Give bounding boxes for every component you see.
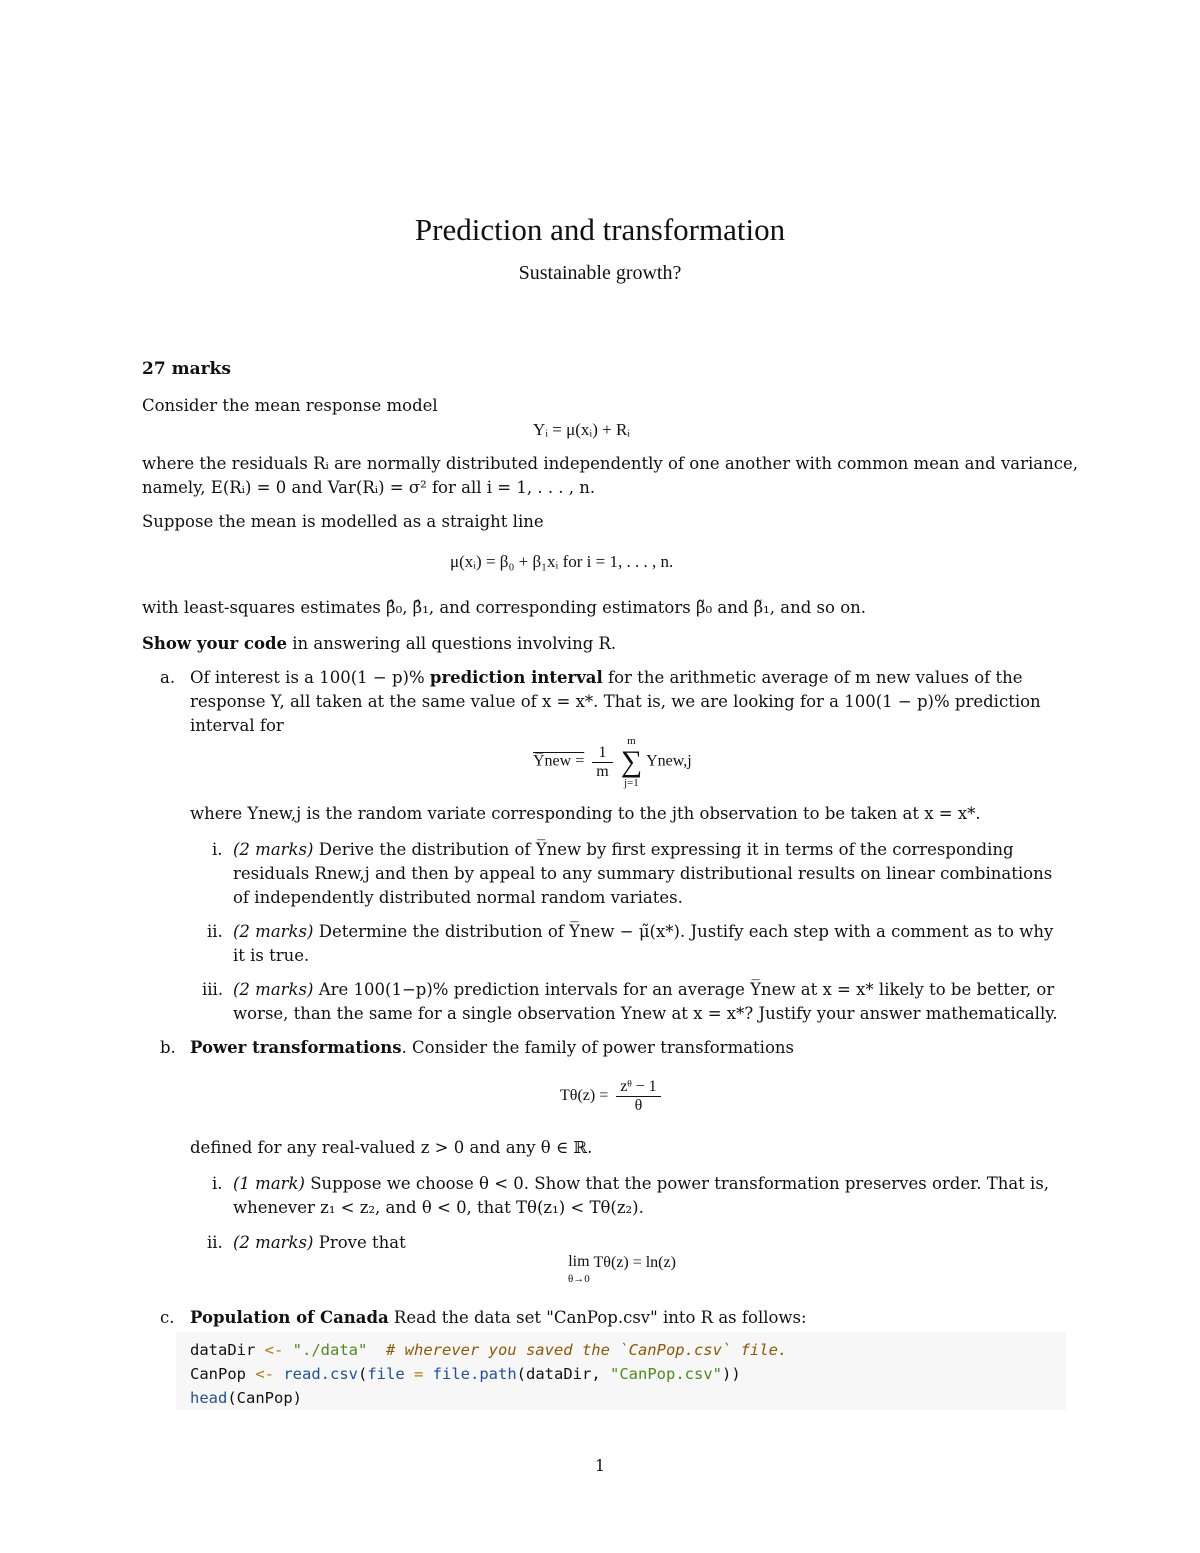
part-a-i-text <box>233 838 1063 910</box>
residuals-line-1: where the residuals Rᵢ are normally distributed independently of one another with common mean and variance, <box>142 454 1078 473</box>
code-line-3 <box>190 1386 302 1410</box>
code-l3-fn: head <box>190 1389 228 1407</box>
part-b-ii-marks: (2 marks) <box>233 1233 314 1252</box>
code-l1-op: <- <box>264 1341 284 1359</box>
part-a-iii-label: iii. <box>202 980 224 999</box>
part-a-ii-text <box>233 920 1063 968</box>
part-c-heading <box>190 1306 807 1330</box>
sum-symbol <box>621 734 642 790</box>
ybar-rhs: Ynew,j <box>646 752 692 770</box>
code-l1-comment: # wherever you saved the `CanPop.csv` file. <box>367 1341 788 1359</box>
power-fraction <box>616 1078 660 1115</box>
show-code-bold: Show your code <box>142 634 287 653</box>
limit-op: lim <box>568 1253 590 1270</box>
code-l2-op: <- <box>255 1365 274 1383</box>
limit-sub: θ→0 <box>568 1273 590 1285</box>
part-a-iii-marks: (2 marks) <box>233 980 314 999</box>
part-b-heading-bold: Power transformations <box>190 1038 402 1057</box>
part-a-line-1-pre: Of interest is a 100(1 − p)% <box>190 668 430 687</box>
ybar-equation <box>533 734 692 790</box>
code-l2-fn: read.csv <box>274 1365 358 1383</box>
code-l2-close: )) <box>721 1365 741 1383</box>
part-b-i-body: Suppose we choose θ < 0. Show that the power transformation preserves order. That is, whenever z₁ < z₂, and θ < 0, that Tθ(z₁) < Tθ(z₂). <box>233 1174 1050 1217</box>
part-a-ii-label: ii. <box>207 922 223 941</box>
limit-rhs: Tθ(z) = ln(z) <box>593 1254 676 1271</box>
part-a-iii-body: Are 100(1−p)% prediction intervals for an average Y̅new at x = x* likely to be better, or worse, than the same for a single observation Ynew at x = x*? Justify your answer mathematically. <box>233 980 1058 1023</box>
power-equation <box>560 1078 665 1115</box>
part-b-ii-text <box>233 1231 633 1255</box>
part-a-iii-text <box>233 978 1063 1026</box>
limit-equation <box>568 1254 676 1287</box>
part-a-ii-body: Determine the distribution of Y̅new − μ̃(x*). Justify each step with a comment as to why it is true. <box>233 922 1054 965</box>
code-line-1 <box>190 1338 787 1362</box>
part-a-where: where Ynew,j is the random variate corresponding to the jth observation to be taken at x = x*. <box>190 804 981 823</box>
power-lhs: Tθ(z) = <box>560 1087 609 1105</box>
part-b-ii-label: ii. <box>207 1233 223 1252</box>
code-l2-paren: ( <box>358 1365 368 1383</box>
straight-line-equation: μ(xᵢ) = β₀ + β₁xᵢ for i = 1, . . . , n. <box>450 552 674 571</box>
code-l2-eq: = <box>404 1365 433 1383</box>
part-b-i-marks: (1 mark) <box>233 1174 305 1193</box>
part-c-heading-bold: Population of Canada <box>190 1308 389 1327</box>
part-c-heading-rest: Read the data set "CanPop.csv" into R as follows: <box>388 1308 807 1327</box>
limit-operator <box>568 1254 590 1287</box>
part-b-defined: defined for any real-valued z > 0 and any θ ∈ ℝ. <box>190 1138 593 1157</box>
power-den: θ <box>634 1097 643 1114</box>
page-subtitle: Sustainable growth? <box>518 262 682 284</box>
part-c-label: c. <box>160 1308 175 1327</box>
show-code-line <box>142 632 616 656</box>
sum-top: m <box>627 735 636 747</box>
code-l2-arg: file <box>367 1365 405 1383</box>
sigma-icon: ∑ <box>620 745 643 778</box>
estimates-line: with least-squares estimates β̂₀, β̂₁, and corresponding estimators β̃₀ and β̃₁, and so on. <box>142 598 867 617</box>
code-l2-fn2: file.path <box>432 1365 517 1383</box>
part-a-ii-marks: (2 marks) <box>233 922 314 941</box>
part-b-i-label: i. <box>212 1174 223 1193</box>
part-a-i-body: Derive the distribution of Y̅new by first expressing it in terms of the corresponding residuals Rnew,j and then by appeal to any summary distributional results on linear combinations of independently distributed normal random variates. <box>233 840 1053 907</box>
part-a-i-marks: (2 marks) <box>233 840 314 859</box>
code-l2-args: (dataDir, <box>516 1365 610 1383</box>
part-b-label: b. <box>160 1038 176 1057</box>
part-a-line-3: interval for <box>190 716 284 735</box>
page-title: Prediction and transformation <box>414 212 786 247</box>
ybar-fraction <box>592 744 612 781</box>
part-b-heading <box>190 1036 794 1060</box>
part-b-i-text <box>233 1172 1063 1220</box>
part-b-ii-body: Prove that <box>313 1233 406 1252</box>
intro-consider: Consider the mean response model <box>142 396 438 415</box>
ybar-num: 1 <box>592 744 612 763</box>
part-a-line-1 <box>190 666 1023 690</box>
code-l2-var: CanPop <box>190 1365 256 1383</box>
code-l1-str: "./data" <box>283 1341 368 1359</box>
show-code-rest: in answering all questions involving R. <box>286 634 617 653</box>
code-l1-var: dataDir <box>190 1341 265 1359</box>
page-number: 1 <box>594 1456 606 1475</box>
code-line-2 <box>190 1362 741 1386</box>
part-a-line-1-bold: prediction interval <box>429 668 603 687</box>
part-a-label: a. <box>160 668 176 687</box>
suppose-line: Suppose the mean is modelled as a straight line <box>142 512 544 531</box>
code-l2-str: "CanPop.csv" <box>610 1365 722 1383</box>
residuals-line-2: namely, E(Rᵢ) = 0 and Var(Rᵢ) = σ² for all i = 1, . . . , n. <box>142 478 596 497</box>
model-equation: Yᵢ = μ(xᵢ) + Rᵢ <box>533 420 631 439</box>
part-a-line-1-post: for the arithmetic average of m new values of the <box>602 668 1023 687</box>
ybar-lhs: Y̅new = <box>533 752 585 770</box>
part-a-line-2: response Y, all taken at the same value of x = x*. That is, we are looking for a 100(1 − p)% prediction <box>190 692 1041 711</box>
part-a-i-label: i. <box>212 840 223 859</box>
ybar-den: m <box>596 762 609 780</box>
power-num: zᶿ − 1 <box>616 1078 660 1097</box>
part-b-heading-rest: . Consider the family of power transformations <box>401 1038 794 1057</box>
total-marks: 27 marks <box>142 359 231 379</box>
sum-bottom: j=1 <box>624 777 639 789</box>
code-l3-args: (CanPop) <box>227 1389 302 1407</box>
